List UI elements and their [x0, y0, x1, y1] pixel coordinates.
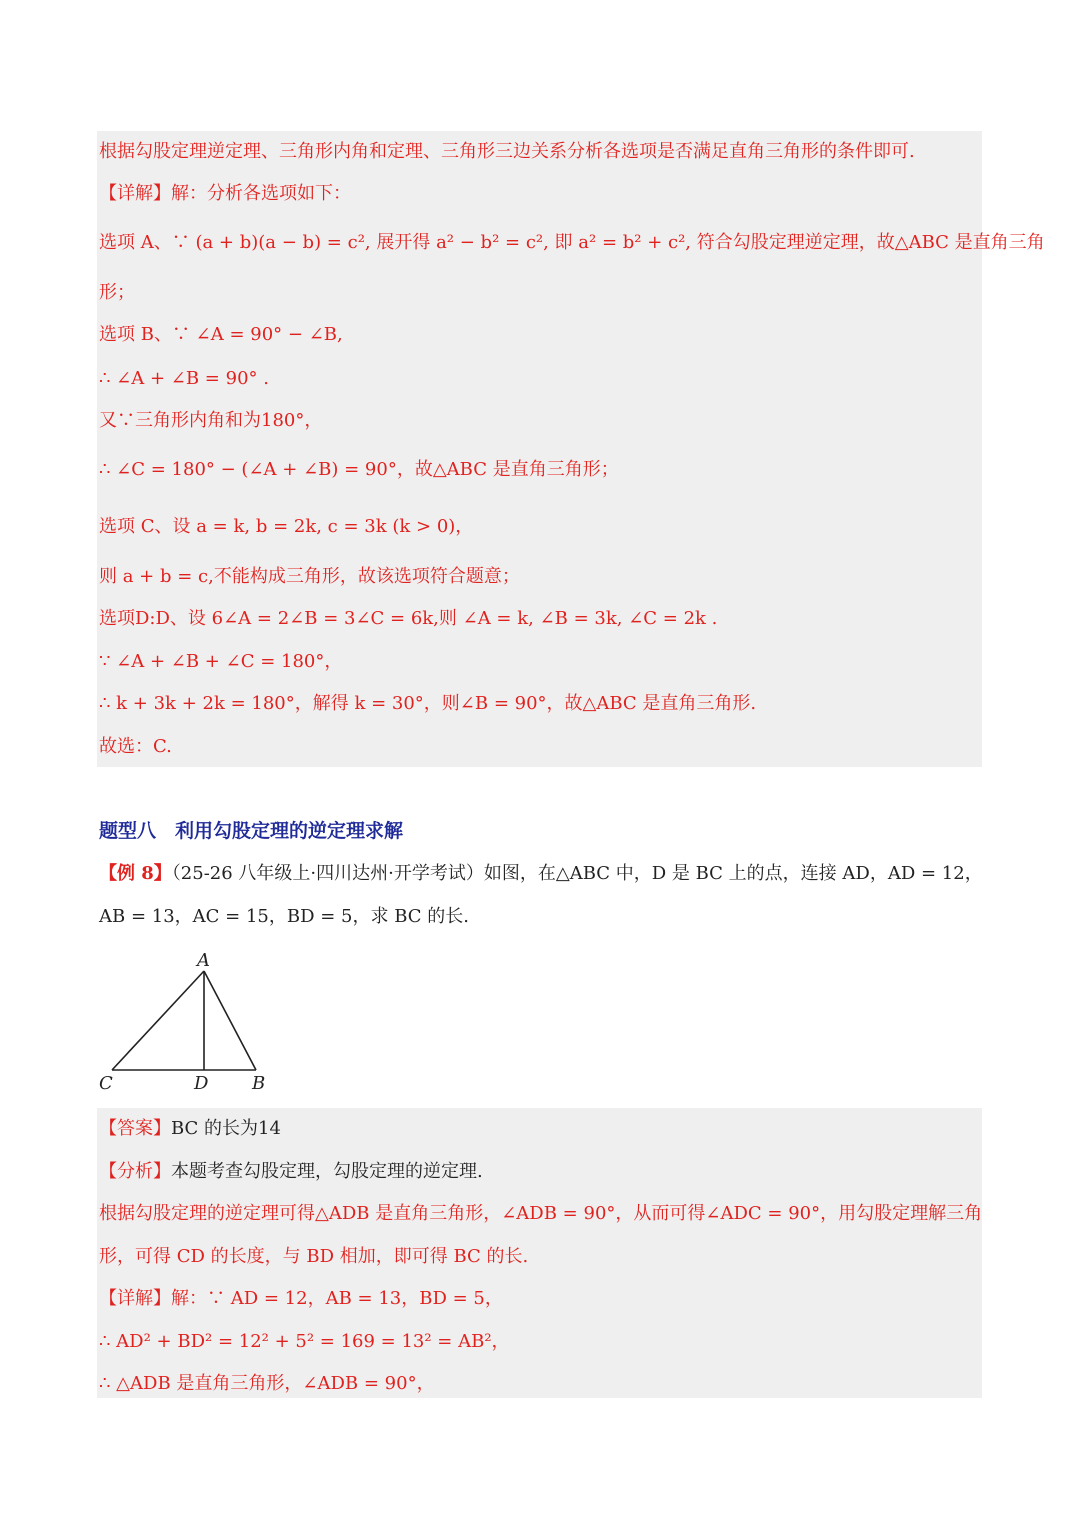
vertex-label-C: C [99, 1073, 113, 1094]
answer-block [97, 1108, 982, 1398]
solution-line: 又∵三角形内角和为180°， [99, 410, 323, 431]
side-CA [112, 971, 204, 1070]
solution-line: 【详解】解：分析各选项如下： [99, 183, 351, 204]
answer-line [99, 1116, 982, 1142]
solution-line: 选项 C、设 a = k, b = 2k, c = 3k (k > 0)， [99, 516, 474, 537]
vertex-label-D: D [194, 1073, 209, 1094]
example-tag: 【例 8】 [99, 863, 172, 884]
solution-line: ∴ ∠C = 180° − (∠A + ∠B) = 90°，故△ABC 是直角三角形； [99, 459, 619, 480]
analysis-line-3: 形，可得 CD 的长度，与 BD 相加，即可得 BC 的长. [99, 1246, 529, 1267]
solution-block-previous [97, 131, 1045, 767]
detail-line-3: ∴ △ADB 是直角三角形，∠ADB = 90°， [99, 1373, 435, 1394]
solution-line: ∴ k + 3k + 2k = 180°，解得 k = 30°，则∠B = 90°，故△ABC 是直角三角形. [99, 693, 757, 714]
solution-line: 根据勾股定理逆定理、三角形内角和定理、三角形三边关系分析各选项是否满足直角三角形的条件即可. [99, 141, 915, 162]
solution-line: 故选：C. [99, 736, 172, 757]
detail-line-2: ∴ AD² + BD² = 12² + 5² = 169 = 13² = AB²， [99, 1331, 510, 1352]
solution-line: 形； [99, 282, 135, 303]
answer-tag: 【答案】 [99, 1118, 171, 1139]
solution-line: 选项 A、∵ (a + b)(a − b) = c², 展开得 a² − b² = c², 即 a² = b² + c², 符合勾股定理逆定理，故△ABC 是直角三角 [99, 232, 1045, 253]
solution-line: 选项 B、∵ ∠A = 90° − ∠B, [99, 324, 343, 345]
solution-line: ∴ ∠A + ∠B = 90° . [99, 368, 269, 389]
side-AB [204, 971, 256, 1070]
example-text: （25-26 八年级上·四川达州·开学考试）如图，在△ABC 中，D 是 BC 上的点，连接 AD，AD = 12， [171, 863, 983, 884]
triangle-figure [96, 946, 286, 1096]
example-line-1 [99, 861, 983, 887]
solution-line: 选项D:D、设 6∠A = 2∠B = 3∠C = 6k,则 ∠A = k, ∠B = 3k, ∠C = 2k . [99, 608, 718, 629]
section-heading: 题型八 利用勾股定理的逆定理求解 [99, 820, 404, 842]
solution-line: ∵ ∠A + ∠B + ∠C = 180°， [99, 651, 343, 672]
example-line-2: AB = 13，AC = 15，BD = 5，求 BC 的长. [99, 906, 469, 927]
detail-line-1: 【详解】解：∵ AD = 12，AB = 13，BD = 5， [99, 1288, 503, 1309]
analysis-line [99, 1159, 982, 1185]
vertex-label-A: A [197, 950, 210, 971]
solution-line: 则 a + b = c,不能构成三角形，故该选项符合题意； [99, 566, 520, 587]
vertex-label-B: B [252, 1073, 266, 1094]
answer-text: BC 的长为14 [171, 1118, 281, 1139]
analysis-line-2: 根据勾股定理的逆定理可得△ADB 是直角三角形，∠ADB = 90°，从而可得∠ADC = 90°，用勾股定理解三角 [99, 1203, 983, 1224]
analysis-tag: 【分析】 [99, 1161, 171, 1182]
analysis-text: 本题考查勾股定理，勾股定理的逆定理. [171, 1161, 483, 1182]
